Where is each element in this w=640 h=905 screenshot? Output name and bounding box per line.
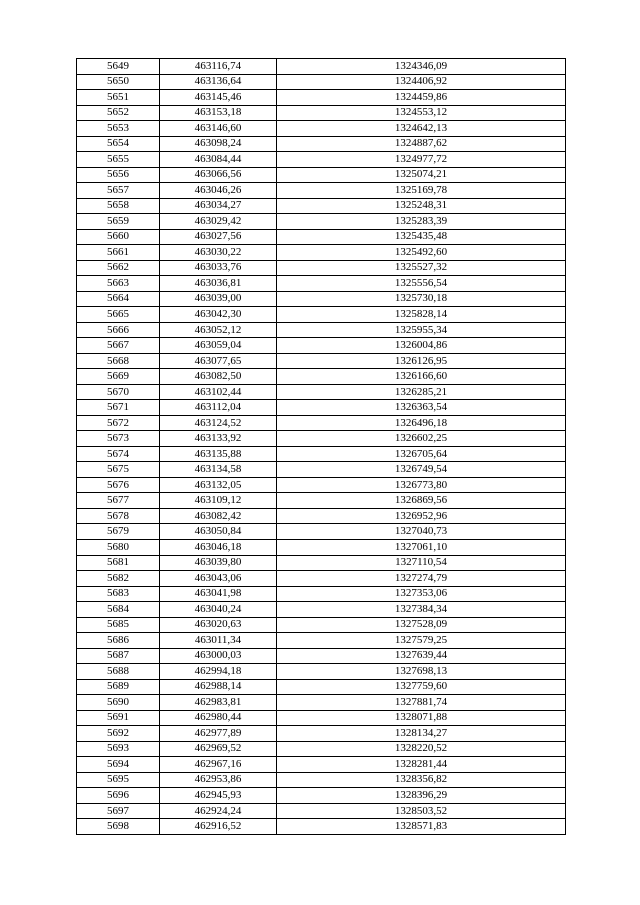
x-coordinate-cell: 463020,63 xyxy=(160,617,277,633)
table-row xyxy=(77,757,566,773)
point-number-cell: 5657 xyxy=(77,183,160,199)
x-coordinate-cell: 463124,52 xyxy=(160,415,277,431)
y-coordinate-cell: 1325283,39 xyxy=(277,214,566,230)
point-number-cell: 5697 xyxy=(77,803,160,819)
y-coordinate-cell: 1327110,54 xyxy=(277,555,566,571)
x-coordinate-cell: 462988,14 xyxy=(160,679,277,695)
point-number-cell: 5669 xyxy=(77,369,160,385)
x-coordinate-cell: 463027,56 xyxy=(160,229,277,245)
table-row xyxy=(77,710,566,726)
x-coordinate-cell: 463082,42 xyxy=(160,508,277,524)
x-coordinate-cell: 463082,50 xyxy=(160,369,277,385)
y-coordinate-cell: 1326869,56 xyxy=(277,493,566,509)
point-number-cell: 5667 xyxy=(77,338,160,354)
x-coordinate-cell: 463046,26 xyxy=(160,183,277,199)
point-number-cell: 5692 xyxy=(77,726,160,742)
table-row xyxy=(77,400,566,416)
x-coordinate-cell: 463112,04 xyxy=(160,400,277,416)
y-coordinate-cell: 1327384,34 xyxy=(277,602,566,618)
y-coordinate-cell: 1325955,34 xyxy=(277,322,566,338)
point-number-cell: 5680 xyxy=(77,539,160,555)
x-coordinate-cell: 463029,42 xyxy=(160,214,277,230)
y-coordinate-cell: 1325492,60 xyxy=(277,245,566,261)
table-row xyxy=(77,198,566,214)
y-coordinate-cell: 1327881,74 xyxy=(277,695,566,711)
x-coordinate-cell: 463135,88 xyxy=(160,446,277,462)
point-number-cell: 5661 xyxy=(77,245,160,261)
x-coordinate-cell: 462945,93 xyxy=(160,788,277,804)
y-coordinate-cell: 1326773,80 xyxy=(277,477,566,493)
y-coordinate-cell: 1326004,86 xyxy=(277,338,566,354)
y-coordinate-cell: 1324553,12 xyxy=(277,105,566,121)
point-number-cell: 5655 xyxy=(77,152,160,168)
x-coordinate-cell: 463040,24 xyxy=(160,602,277,618)
point-number-cell: 5687 xyxy=(77,648,160,664)
table-row xyxy=(77,431,566,447)
table-row xyxy=(77,695,566,711)
y-coordinate-cell: 1325248,31 xyxy=(277,198,566,214)
y-coordinate-cell: 1326363,54 xyxy=(277,400,566,416)
x-coordinate-cell: 462983,81 xyxy=(160,695,277,711)
point-number-cell: 5652 xyxy=(77,105,160,121)
table-row xyxy=(77,183,566,199)
table-row xyxy=(77,539,566,555)
y-coordinate-cell: 1324459,86 xyxy=(277,90,566,106)
table-row xyxy=(77,679,566,695)
point-number-cell: 5691 xyxy=(77,710,160,726)
x-coordinate-cell: 463050,84 xyxy=(160,524,277,540)
x-coordinate-cell: 463153,18 xyxy=(160,105,277,121)
point-number-cell: 5698 xyxy=(77,819,160,835)
y-coordinate-cell: 1327528,09 xyxy=(277,617,566,633)
point-number-cell: 5664 xyxy=(77,291,160,307)
y-coordinate-cell: 1327274,79 xyxy=(277,571,566,587)
y-coordinate-cell: 1327579,25 xyxy=(277,633,566,649)
x-coordinate-cell: 463102,44 xyxy=(160,384,277,400)
table-row xyxy=(77,152,566,168)
point-number-cell: 5678 xyxy=(77,508,160,524)
point-number-cell: 5659 xyxy=(77,214,160,230)
y-coordinate-cell: 1325730,18 xyxy=(277,291,566,307)
y-coordinate-cell: 1325527,32 xyxy=(277,260,566,276)
y-coordinate-cell: 1328220,52 xyxy=(277,741,566,757)
point-number-cell: 5675 xyxy=(77,462,160,478)
point-number-cell: 5688 xyxy=(77,664,160,680)
table-row xyxy=(77,322,566,338)
x-coordinate-cell: 463039,80 xyxy=(160,555,277,571)
table-row xyxy=(77,462,566,478)
x-coordinate-cell: 463036,81 xyxy=(160,276,277,292)
point-number-cell: 5683 xyxy=(77,586,160,602)
x-coordinate-cell: 462916,52 xyxy=(160,819,277,835)
x-coordinate-cell: 462994,18 xyxy=(160,664,277,680)
x-coordinate-cell: 462953,86 xyxy=(160,772,277,788)
table-row xyxy=(77,167,566,183)
y-coordinate-cell: 1324642,13 xyxy=(277,121,566,137)
point-number-cell: 5670 xyxy=(77,384,160,400)
y-coordinate-cell: 1326749,54 xyxy=(277,462,566,478)
x-coordinate-cell: 463132,05 xyxy=(160,477,277,493)
point-number-cell: 5684 xyxy=(77,602,160,618)
point-number-cell: 5649 xyxy=(77,59,160,75)
coordinates-table xyxy=(76,58,566,835)
point-number-cell: 5660 xyxy=(77,229,160,245)
x-coordinate-cell: 463030,22 xyxy=(160,245,277,261)
y-coordinate-cell: 1325556,54 xyxy=(277,276,566,292)
point-number-cell: 5671 xyxy=(77,400,160,416)
table-row xyxy=(77,819,566,835)
y-coordinate-cell: 1326496,18 xyxy=(277,415,566,431)
x-coordinate-cell: 463033,76 xyxy=(160,260,277,276)
x-coordinate-cell: 463042,30 xyxy=(160,307,277,323)
x-coordinate-cell: 463059,04 xyxy=(160,338,277,354)
point-number-cell: 5650 xyxy=(77,74,160,90)
table-row xyxy=(77,415,566,431)
point-number-cell: 5689 xyxy=(77,679,160,695)
x-coordinate-cell: 463146,60 xyxy=(160,121,277,137)
x-coordinate-cell: 462924,24 xyxy=(160,803,277,819)
x-coordinate-cell: 463052,12 xyxy=(160,322,277,338)
x-coordinate-cell: 463084,44 xyxy=(160,152,277,168)
point-number-cell: 5676 xyxy=(77,477,160,493)
y-coordinate-cell: 1327040,73 xyxy=(277,524,566,540)
x-coordinate-cell: 463134,58 xyxy=(160,462,277,478)
x-coordinate-cell: 463098,24 xyxy=(160,136,277,152)
table-row xyxy=(77,664,566,680)
point-number-cell: 5666 xyxy=(77,322,160,338)
x-coordinate-cell: 463077,65 xyxy=(160,353,277,369)
y-coordinate-cell: 1328396,29 xyxy=(277,788,566,804)
table-row xyxy=(77,136,566,152)
table-row xyxy=(77,648,566,664)
y-coordinate-cell: 1325074,21 xyxy=(277,167,566,183)
x-coordinate-cell: 463066,56 xyxy=(160,167,277,183)
point-number-cell: 5654 xyxy=(77,136,160,152)
y-coordinate-cell: 1324977,72 xyxy=(277,152,566,168)
table-row xyxy=(77,260,566,276)
x-coordinate-cell: 463011,34 xyxy=(160,633,277,649)
point-number-cell: 5668 xyxy=(77,353,160,369)
x-coordinate-cell: 463133,92 xyxy=(160,431,277,447)
point-number-cell: 5695 xyxy=(77,772,160,788)
table-row xyxy=(77,602,566,618)
table-row xyxy=(77,586,566,602)
table-row xyxy=(77,214,566,230)
table-row xyxy=(77,555,566,571)
y-coordinate-cell: 1328134,27 xyxy=(277,726,566,742)
y-coordinate-cell: 1325435,48 xyxy=(277,229,566,245)
point-number-cell: 5663 xyxy=(77,276,160,292)
point-number-cell: 5673 xyxy=(77,431,160,447)
y-coordinate-cell: 1328071,88 xyxy=(277,710,566,726)
point-number-cell: 5690 xyxy=(77,695,160,711)
x-coordinate-cell: 462980,44 xyxy=(160,710,277,726)
table-row xyxy=(77,633,566,649)
point-number-cell: 5651 xyxy=(77,90,160,106)
y-coordinate-cell: 1328503,52 xyxy=(277,803,566,819)
point-number-cell: 5656 xyxy=(77,167,160,183)
table-row xyxy=(77,803,566,819)
point-number-cell: 5694 xyxy=(77,757,160,773)
point-number-cell: 5658 xyxy=(77,198,160,214)
point-number-cell: 5682 xyxy=(77,571,160,587)
x-coordinate-cell: 463116,74 xyxy=(160,59,277,75)
y-coordinate-cell: 1325169,78 xyxy=(277,183,566,199)
y-coordinate-cell: 1328281,44 xyxy=(277,757,566,773)
point-number-cell: 5653 xyxy=(77,121,160,137)
y-coordinate-cell: 1327698,13 xyxy=(277,664,566,680)
x-coordinate-cell: 462977,89 xyxy=(160,726,277,742)
table-row xyxy=(77,524,566,540)
table-row xyxy=(77,90,566,106)
y-coordinate-cell: 1326166,60 xyxy=(277,369,566,385)
table-row xyxy=(77,741,566,757)
table-row xyxy=(77,121,566,137)
y-coordinate-cell: 1324406,92 xyxy=(277,74,566,90)
y-coordinate-cell: 1325828,14 xyxy=(277,307,566,323)
y-coordinate-cell: 1326126,95 xyxy=(277,353,566,369)
table-row xyxy=(77,338,566,354)
point-number-cell: 5662 xyxy=(77,260,160,276)
x-coordinate-cell: 463000,03 xyxy=(160,648,277,664)
table-row xyxy=(77,571,566,587)
table-row xyxy=(77,508,566,524)
table-row xyxy=(77,245,566,261)
table-row xyxy=(77,477,566,493)
y-coordinate-cell: 1326285,21 xyxy=(277,384,566,400)
x-coordinate-cell: 463034,27 xyxy=(160,198,277,214)
x-coordinate-cell: 463043,06 xyxy=(160,571,277,587)
x-coordinate-cell: 462969,52 xyxy=(160,741,277,757)
point-number-cell: 5681 xyxy=(77,555,160,571)
table-row xyxy=(77,493,566,509)
table-row xyxy=(77,59,566,75)
table-row xyxy=(77,291,566,307)
y-coordinate-cell: 1326952,96 xyxy=(277,508,566,524)
table-row xyxy=(77,369,566,385)
coordinates-table-body xyxy=(77,59,566,835)
table-row xyxy=(77,384,566,400)
table-row xyxy=(77,788,566,804)
point-number-cell: 5674 xyxy=(77,446,160,462)
table-row xyxy=(77,307,566,323)
y-coordinate-cell: 1326705,64 xyxy=(277,446,566,462)
x-coordinate-cell: 463145,46 xyxy=(160,90,277,106)
y-coordinate-cell: 1324346,09 xyxy=(277,59,566,75)
point-number-cell: 5693 xyxy=(77,741,160,757)
x-coordinate-cell: 463046,18 xyxy=(160,539,277,555)
y-coordinate-cell: 1326602,25 xyxy=(277,431,566,447)
table-row xyxy=(77,772,566,788)
y-coordinate-cell: 1327353,06 xyxy=(277,586,566,602)
x-coordinate-cell: 463136,64 xyxy=(160,74,277,90)
point-number-cell: 5677 xyxy=(77,493,160,509)
point-number-cell: 5686 xyxy=(77,633,160,649)
y-coordinate-cell: 1327759,60 xyxy=(277,679,566,695)
table-row xyxy=(77,617,566,633)
x-coordinate-cell: 463041,98 xyxy=(160,586,277,602)
table-row xyxy=(77,105,566,121)
point-number-cell: 5672 xyxy=(77,415,160,431)
x-coordinate-cell: 463039,00 xyxy=(160,291,277,307)
table-row xyxy=(77,726,566,742)
table-row xyxy=(77,74,566,90)
table-row xyxy=(77,353,566,369)
y-coordinate-cell: 1327639,44 xyxy=(277,648,566,664)
point-number-cell: 5679 xyxy=(77,524,160,540)
point-number-cell: 5665 xyxy=(77,307,160,323)
x-coordinate-cell: 462967,16 xyxy=(160,757,277,773)
y-coordinate-cell: 1327061,10 xyxy=(277,539,566,555)
y-coordinate-cell: 1324887,62 xyxy=(277,136,566,152)
point-number-cell: 5685 xyxy=(77,617,160,633)
table-row xyxy=(77,446,566,462)
y-coordinate-cell: 1328571,83 xyxy=(277,819,566,835)
table-row xyxy=(77,229,566,245)
y-coordinate-cell: 1328356,82 xyxy=(277,772,566,788)
x-coordinate-cell: 463109,12 xyxy=(160,493,277,509)
table-row xyxy=(77,276,566,292)
point-number-cell: 5696 xyxy=(77,788,160,804)
